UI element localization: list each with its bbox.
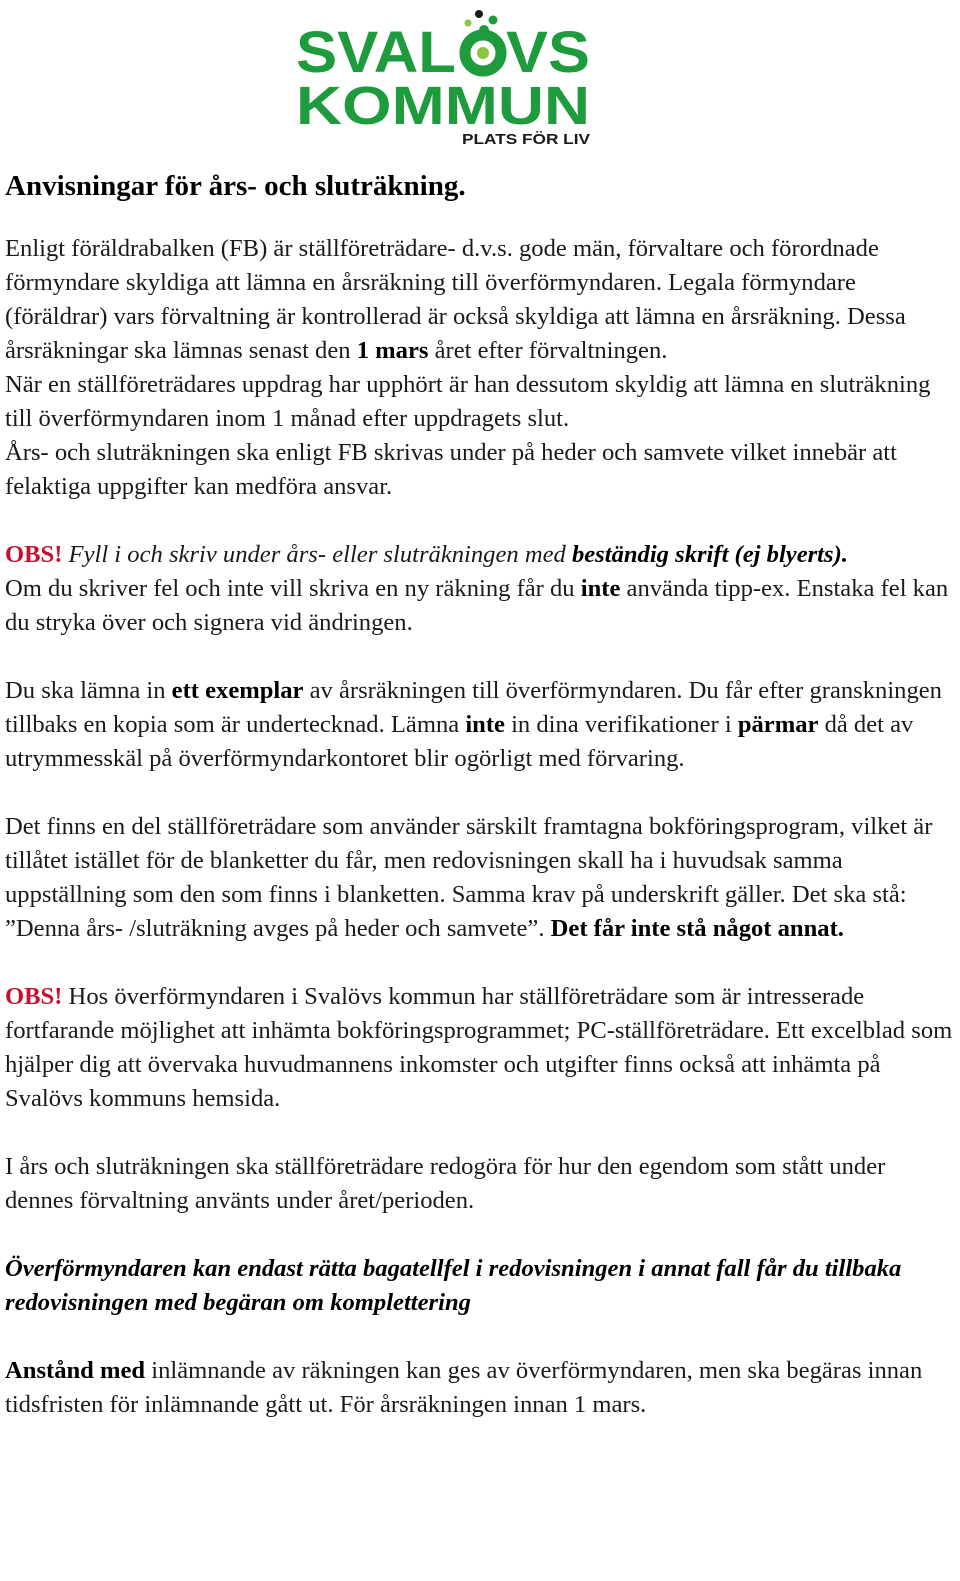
paragraph-exemplar xyxy=(5,674,955,776)
exemplar-bold: ett exemplar xyxy=(171,677,304,704)
paragraph-obs-pc-stallforetradare xyxy=(5,980,955,1116)
paragraph-tipp-ex xyxy=(5,572,955,640)
inget-annat-bold: Det får inte stå något annat. xyxy=(550,915,844,942)
text: Hos överförmyndaren i Svalövs kommun har ställföreträdare som är intresserade fortfarande möjlighet att inhämta bokföringsprogrammet; PC-ställföreträdare. Ett excelblad som hjälper dig att övervaka huvudmannens inkomster och utgifter finns också att inhämta på Svalövs kommuns hemsida. xyxy=(5,983,953,1112)
text: in dina verifikationer i xyxy=(504,711,738,738)
paragraph-obs-skrift xyxy=(5,538,955,572)
paragraph-heder-samvete: Års- och sluträkningen ska enligt FB skrivas under på heder och samvete vilket innebär att felaktiga uppgifter kan medföra ansvar. xyxy=(5,439,897,500)
text: använda tipp-ex. Enstaka fel kan du stryka över och signera vid ändringen. xyxy=(5,575,949,636)
paragraph-anstand xyxy=(5,1354,955,1422)
logo-dot xyxy=(475,10,483,18)
text: året efter förvaltningen. xyxy=(428,337,668,364)
text: Enligt föräldrabalken (FB) är ställföreträdare- d.v.s. gode män, förvaltare och förordnade förmyndare skyldiga att lämna en årsräkning till överförmyndaren. Legala förmyndare (föräldrar) vars förvaltning är kontrollerad är också skyldiga att lämna en årsräkning. Dessa årsräkningar ska lämnas senast den xyxy=(5,235,906,364)
text: inlämnande av räkningen kan ges av överförmyndaren, men ska begäras innan tidsfristen för inlämnande gått ut. För årsräkningen innan 1 mars. xyxy=(5,1357,923,1418)
paragraph-arsrakning xyxy=(5,232,955,368)
logo-text-vs: VS xyxy=(506,20,590,85)
logo-graphic xyxy=(296,6,596,148)
permanent-ink-bold: beständig skrift (ej blyerts). xyxy=(571,541,848,568)
bagatellfel-bold-italic: Överförmyndaren kan endast rätta bagatellfel i redovisningen i annat fall får du tillbaka redovisningen med begäran om komplettering xyxy=(5,1255,902,1316)
logo-text-kommun: KOMMUN xyxy=(296,76,590,136)
document-body xyxy=(5,168,955,1422)
parmar-bold: pärmar xyxy=(737,711,819,738)
logo-dot xyxy=(489,16,498,25)
text: Du ska lämna in xyxy=(5,677,172,704)
inte-bold: inte xyxy=(465,711,505,738)
obs-label: OBS! xyxy=(5,983,63,1010)
inte-bold: inte xyxy=(580,575,621,602)
paragraph-redogora: I års och sluträkningen ska ställföreträdare redogöra för hur den egendom som stått under dennes förvaltning använts under året/perioden. xyxy=(5,1153,886,1214)
paragraph-slutrakning: När en ställföreträdares uppdrag har upphört är han dessutom skyldig att lämna en sluträkning till överförmyndaren inom 1 månad efter uppdragets slut. xyxy=(5,371,931,432)
svalovs-kommun-logo xyxy=(296,6,596,148)
logo-text-sval: SVAL xyxy=(296,20,456,85)
text: Det finns en del ställföreträdare som använder särskilt framtagna bokföringsprogram, vilket är tillåtet istället för de blanketter du får, men redovisningen skall ha i huvudsak samma uppställning som den som finns i blanketten. Samma krav på underskrift gäller. Det ska stå: ”Denna års- /sluträkning avges på heder och samvete”. xyxy=(5,813,933,942)
logo-dot xyxy=(465,20,472,27)
paragraph-bagatellfel xyxy=(5,1252,955,1320)
deadline-bold: 1 mars xyxy=(356,337,429,364)
page-title: Anvisningar för års- och sluträkning. xyxy=(5,170,466,202)
obs-label: OBS! xyxy=(5,541,63,568)
text: då det av utrymmesskäl på överförmyndarkontoret blir ogörligt med förvaring. xyxy=(5,711,914,772)
text: av årsräkningen till överförmyndaren. Du får efter granskningen tillbaks en kopia som är undertecknad. Lämna xyxy=(5,677,942,738)
anstand-bold: Anstånd med xyxy=(5,1357,146,1384)
logo-o-center xyxy=(477,47,489,59)
text: Om du skriver fel och inte vill skriva en ny räkning får du xyxy=(5,575,581,602)
text: Fyll i och skriv under års- eller sluträkningen med xyxy=(62,541,572,568)
logo-tagline: PLATS FÖR LIV xyxy=(462,131,590,148)
paragraph-bokforingsprogram xyxy=(5,810,955,946)
